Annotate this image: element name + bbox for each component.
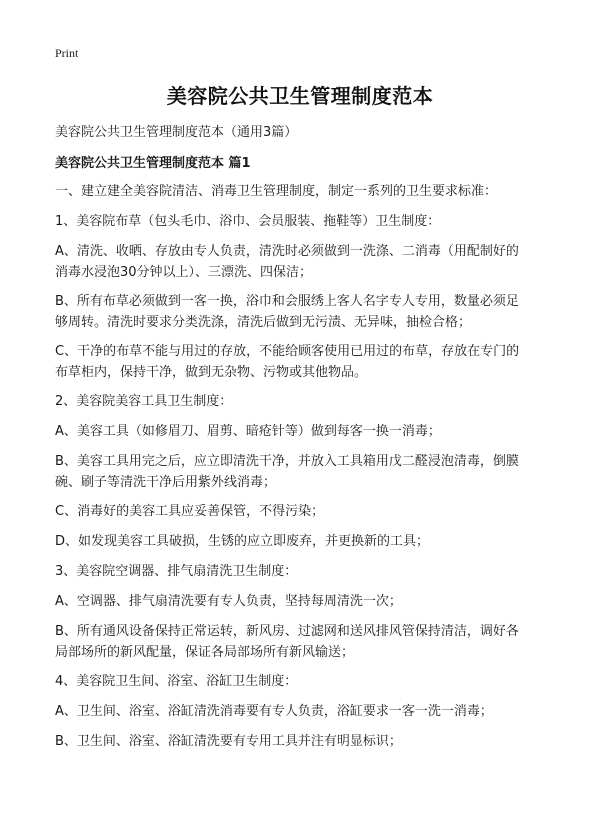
paragraph-line: A、卫生间、浴室、浴缸清洗消毒要有专人负责，浴缸要求一客一洗一消毒； — [55, 704, 493, 719]
paragraph — [55, 621, 555, 663]
paragraph-line: A、空调器、排气扇清洗要有专人负责，坚持每周清洗一次； — [55, 594, 402, 609]
paragraph — [55, 671, 555, 692]
paragraph-line: 布草柜内，保持干净，做到无杂物、污物或其他物品。 — [55, 365, 368, 380]
paragraph-line: 4、美容院卫生间、浴室、浴缸卫生制度： — [55, 674, 298, 689]
document-subtitle: 美容院公共卫生管理制度范本（通用3篇） — [55, 125, 298, 140]
paragraph-line: 碗、刷子等清洗干净后用紫外线消毒； — [55, 475, 277, 490]
section-heading: 美容院公共卫生管理制度范本 篇1 — [55, 156, 251, 171]
paragraph-line: 3、美容院空调器、排气扇清洗卫生制度： — [55, 564, 298, 579]
paragraph — [55, 241, 555, 283]
paragraph-line: D、如发现美容工具破损，生锈的应立即废弃，并更换新的工具； — [55, 534, 430, 549]
paragraph-line: A、清洗、收晒、存放由专人负责，清洗时必须做到一洗涤、二消毒（用配制好的 — [55, 244, 519, 259]
paragraph — [55, 291, 555, 333]
paragraph-line: 消毒水浸泡30分钟以上）、三漂洗、四保洁； — [55, 265, 313, 280]
paragraph-line: A、美容工具（如修眉刀、眉剪、暗疮针等）做到每客一换一消毒； — [55, 424, 441, 439]
paragraph — [55, 421, 555, 442]
paragraph-line: B、美容工具用完之后，应立即清洗干净，并放入工具箱用戊二醛浸泡清毒，倒膜 — [55, 454, 519, 469]
paragraph-line: B、所有布草必须做到一客一换，浴巾和会服绣上客人名字专人专用，数量必须足 — [55, 294, 519, 309]
paragraph-line: 局部场所的新风配量，保证各局部场所有新风输送； — [55, 645, 355, 660]
paragraph — [55, 591, 555, 612]
paragraph — [55, 211, 555, 232]
paragraph-line: 1、美容院布草（包头毛巾、浴巾、会员服装、拖鞋等）卫生制度： — [55, 214, 441, 229]
paragraph-line: 够周转。清洗时要求分类洗涤，清洗后做到无污渍、无异味，抽检合格； — [55, 315, 472, 330]
paragraph-line: B、所有通风设备保持正常运转，新风房、过滤网和送风排风管保持清洁，调好各 — [55, 624, 519, 639]
paragraph — [55, 701, 555, 722]
paragraph-line: C、干净的布草不能与用过的存放，不能给顾客使用已用过的布草，存放在专门的 — [55, 344, 520, 359]
paragraph-line: 2、美容院美容工具卫生制度： — [55, 394, 233, 409]
print-label: Print — [55, 46, 79, 60]
paragraph — [55, 341, 555, 383]
paragraph — [55, 531, 555, 552]
paragraph — [55, 451, 555, 493]
paragraph-line: C、消毒好的美容工具应妥善保管，不得污染； — [55, 504, 325, 519]
paragraph — [55, 731, 555, 752]
paragraph-line: B、卫生间、浴室、浴缸清洗要有专用工具并注有明显标识； — [55, 734, 402, 749]
paragraph — [55, 391, 555, 412]
paragraph — [55, 501, 555, 522]
document-title: 美容院公共卫生管理制度范本 — [166, 84, 434, 108]
paragraph-line: 一、建立建全美容院清洁、消毒卫生管理制度，制定一系列的卫生要求标准： — [55, 184, 498, 199]
paragraph — [55, 561, 555, 582]
paragraph — [55, 181, 555, 202]
